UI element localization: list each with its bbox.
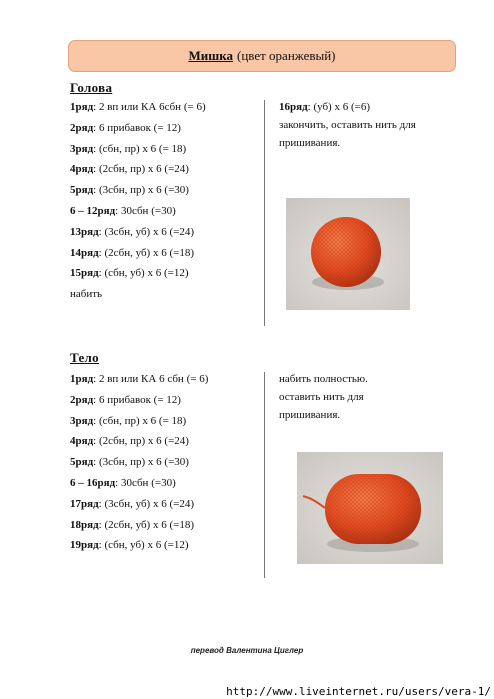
- row-label: 2ряд: [70, 121, 94, 134]
- row-label: 1ряд: [70, 373, 94, 385]
- row-text: : (2сбн, уб) х 6 (=18): [98, 246, 195, 259]
- pattern-row: [70, 159, 206, 180]
- pattern-row: [70, 201, 206, 222]
- pattern-row: [70, 473, 208, 494]
- row-text: : 2 вп или КА 6сбн (= 6): [93, 101, 206, 113]
- row-label: 2ряд: [70, 393, 94, 406]
- row-text: : (3сбн, уб) х 6 (=24): [98, 497, 195, 510]
- side-note-line: [279, 370, 368, 388]
- row-text: набить полностью.: [279, 373, 368, 385]
- row-text: : (2сбн, пр) х 6 (=24): [93, 163, 189, 176]
- row-text: : (2сбн, уб) х 6 (=18): [98, 518, 195, 531]
- row-text: пришивания.: [279, 409, 341, 421]
- row-label: 5ряд: [70, 184, 94, 197]
- row-text: : (3сбн, уб) х 6 (=24): [98, 225, 195, 238]
- row-text: : (сбн, пр) х 6 (= 18): [93, 142, 187, 155]
- side-note-line: [279, 134, 416, 152]
- row-text: : 6 прибавок (= 12): [93, 121, 181, 134]
- head-side-notes: [279, 98, 416, 152]
- row-label: 18ряд: [70, 518, 99, 531]
- row-label: 13ряд: [70, 225, 99, 238]
- section-title-head: Голова: [70, 80, 113, 95]
- side-note-line: [279, 116, 416, 134]
- row-text: : (3сбн, пр) х 6 (=30): [93, 456, 189, 469]
- pattern-row: [70, 222, 206, 243]
- row-text: : 30сбн (=30): [115, 476, 176, 489]
- source-url-watermark[interactable]: http://www.liveinternet.ru/users/vera-1/: [223, 684, 494, 699]
- row-text: : (сбн, уб) х 6 (=12): [98, 539, 189, 552]
- pattern-row: [70, 263, 206, 284]
- pattern-row: [70, 494, 208, 515]
- row-label: 19ряд: [70, 539, 99, 552]
- pattern-row: [70, 411, 208, 432]
- pattern-row: [70, 284, 206, 305]
- head-rows-list: [70, 97, 206, 305]
- side-note-line: [279, 388, 368, 406]
- row-text: : (2сбн, пр) х 6 (=24): [93, 435, 189, 448]
- row-label: 1ряд: [70, 101, 94, 113]
- row-text: оставить нить для: [279, 391, 364, 403]
- translator-credit: перевод Валентина Циглер: [190, 646, 304, 655]
- section-title-body: Тело: [70, 350, 99, 365]
- pattern-row: [70, 243, 206, 264]
- row-label: 4ряд: [70, 435, 94, 448]
- pattern-row: [70, 431, 208, 452]
- row-text: : (сбн, пр) х 6 (= 18): [93, 414, 187, 427]
- side-note-line: [279, 98, 416, 116]
- row-text: : (сбн, уб) х 6 (=12): [98, 267, 189, 280]
- row-label: 6 – 16ряд: [70, 476, 116, 489]
- row-text: пришивания.: [279, 137, 341, 149]
- body-rows-list: [70, 369, 208, 556]
- column-divider: [264, 372, 265, 578]
- row-label: 14ряд: [70, 246, 99, 259]
- row-label: 3ряд: [70, 414, 94, 427]
- pattern-row: [70, 118, 206, 139]
- pattern-row: [70, 390, 208, 411]
- pattern-row: [70, 515, 208, 536]
- row-text: закончить, оставить нить для: [279, 119, 416, 131]
- row-label: 4ряд: [70, 163, 94, 176]
- row-label: 15ряд: [70, 267, 99, 280]
- row-label: 17ряд: [70, 497, 99, 510]
- row-label: 16ряд: [279, 101, 308, 113]
- pattern-row: [70, 452, 208, 473]
- pattern-row: [70, 369, 208, 390]
- row-text: набить: [70, 288, 103, 301]
- row-label: 5ряд: [70, 456, 94, 469]
- row-text: : 2 вп или КА 6 сбн (= 6): [93, 373, 209, 385]
- pattern-row: [70, 139, 206, 160]
- body-side-notes: [279, 370, 368, 424]
- pattern-row: [70, 97, 206, 118]
- pattern-row: [70, 180, 206, 201]
- row-label: 6 – 12ряд: [70, 204, 116, 217]
- column-divider: [264, 100, 265, 326]
- row-text: : 6 прибавок (= 12): [93, 393, 181, 406]
- row-label: 3ряд: [70, 142, 94, 155]
- row-text: : (уб) х 6 (=6): [307, 101, 371, 113]
- title-subtitle: (цвет оранжевый): [237, 48, 336, 63]
- row-text: : 30сбн (=30): [115, 204, 176, 217]
- title-box: [68, 40, 456, 72]
- row-text: : (3сбн, пр) х 6 (=30): [93, 184, 189, 197]
- body-photo: [297, 452, 443, 564]
- ball-photo: [286, 198, 410, 310]
- title-main: Мишка: [188, 48, 233, 63]
- pattern-row: [70, 535, 208, 556]
- side-note-line: [279, 406, 368, 424]
